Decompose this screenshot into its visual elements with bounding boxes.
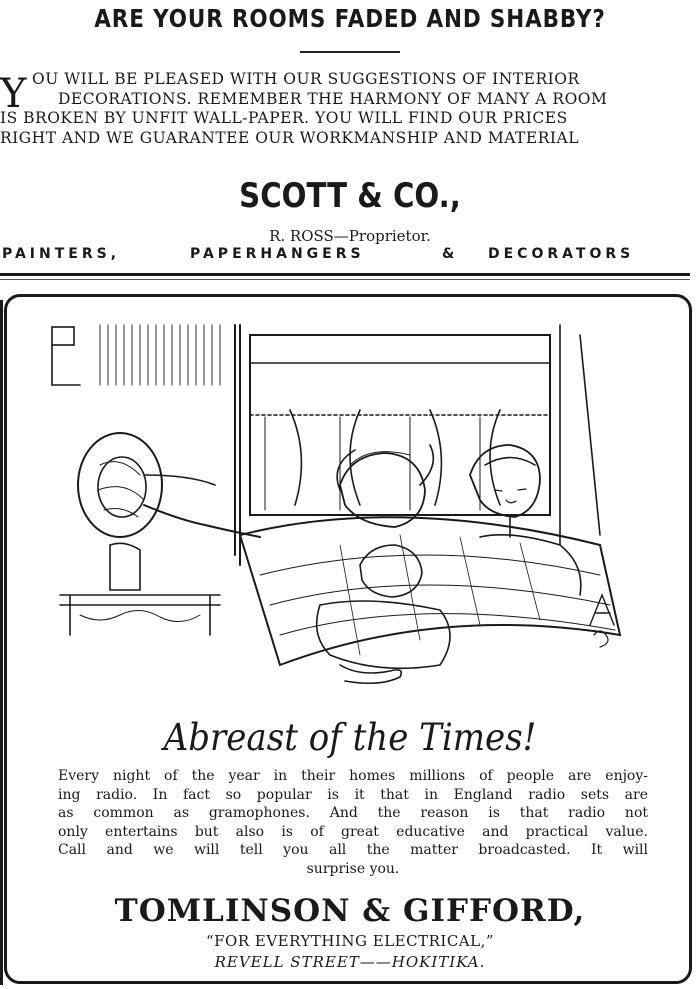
body-line: Every night of the year in their homes millions of people are enjoy- xyxy=(58,768,648,784)
firm-name: SCOTT & CO., xyxy=(239,176,461,216)
ad-title: Abreast of the Times! xyxy=(163,716,537,759)
body-line: IS BROKEN BY UNFIT WALL-PAPER. YOU WILL FIND OUR PRICES xyxy=(0,109,568,127)
section-divider xyxy=(0,273,690,276)
body-line: OU WILL BE PLEASED WITH OUR SUGGESTIONS OF INTERIOR xyxy=(32,70,580,88)
store-address: REVELL STREET——HOKITIKA. xyxy=(214,953,486,971)
body-line: Call and we will tell you all the matter broadcasted. It will xyxy=(58,842,648,858)
body-line: RIGHT AND WE GUARANTEE OUR WORKMANSHIP AND MATERIAL xyxy=(0,128,579,147)
body-line: ing radio. In fact so popular is it that in England radio sets are xyxy=(58,786,648,803)
trade-ampersand: & xyxy=(442,246,459,262)
scott-advertisement xyxy=(0,0,700,280)
ad-headline: ARE YOUR ROOMS FADED AND SHABBY? xyxy=(94,4,606,33)
section-divider-thin xyxy=(0,279,690,280)
body-line: as common as gramophones. And the reason is that radio not xyxy=(58,805,648,821)
trade-painters: PAINTERS, xyxy=(2,246,121,262)
drop-cap: Y xyxy=(0,71,27,117)
store-name: TOMLINSON & GIFFORD, xyxy=(114,893,586,929)
trade-paperhangers: PAPERHANGERS xyxy=(190,246,365,262)
body-line: DECORATIONS. REMEMBER THE HARMONY OF MANY A ROOM xyxy=(58,89,608,108)
scott-body-copy xyxy=(0,70,700,148)
body-line: only entertains but also is of great educative and practical value. xyxy=(58,823,648,840)
store-slogan: “FOR EVERYTHING ELECTRICAL,” xyxy=(205,932,495,950)
radio-family-illustration xyxy=(40,305,650,705)
tomlinson-body-copy xyxy=(58,767,648,878)
body-line: surprise you. xyxy=(306,860,400,877)
column-rule xyxy=(0,300,3,985)
trade-decorators: DECORATORS xyxy=(488,246,635,262)
proprietor-line: R. ROSS—Proprietor. xyxy=(269,227,431,245)
headline-divider xyxy=(300,51,400,53)
